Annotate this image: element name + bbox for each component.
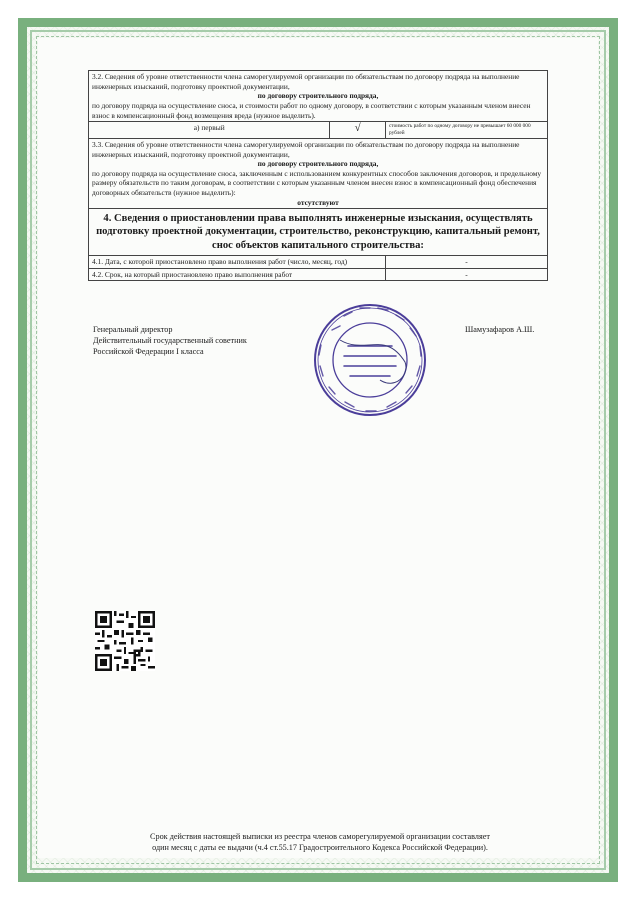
section-3-2-text: 3.2. Сведения об уровне ответственности члена саморегулируемой организации по обязательствам по договору подряда на выполнение инженерных изысканий, подготовку проектной документации, [92,72,520,91]
section-4-2-value: - [386,268,548,281]
section-4-heading: 4. Сведения о приостановлении права выполнять инженерные изыскания, осуществлять подготовку проектной документации, строительство, реконструкцию, капитальный ремонт, снос объектов капитального строительства: [89,209,548,256]
section-3-2-row [89,71,548,122]
section-4-1-value: - [386,255,548,268]
section-3-2-bold-line: по договору строительного подряда, [257,91,379,101]
signatory-position: Генеральный директор [93,325,173,334]
section-3-3-status: отсутствуют [297,197,339,207]
section-4-2-row [89,268,548,281]
section-3-3-bold-line: по договору строительного подряда, [257,159,379,169]
signatory-rank-line1: Действительный государственный советник [93,335,247,345]
signatory-title [93,325,247,357]
level-check-mark: √ [330,122,386,139]
section-4-heading-row [89,209,548,256]
validity-note-line2: один месяц с даты ее выдачи (ч.4 ст.55.17 Градостроительного Кодекса Российской Федерации). [152,843,488,853]
qr-code [95,611,155,671]
section-4-1-row [89,255,548,268]
section-3-3-text: 3.3. Сведения об уровне ответственности члена саморегулируемой организации по обязательствам по договору подряда на выполнение инженерных изысканий, подготовку проектной документации, [92,139,520,159]
level-label: а) первый [89,122,330,139]
level-row [89,122,548,139]
section-3-2-text2: по договору подряда на осуществление сноса, и стоимости работ по одному договору, в соответствии с которым указанным членом внесен взнос в компенсационный фонд возмещения вреда (нужное выделить). [92,100,531,120]
signatory-rank-line2: Российской Федерации I класса [93,346,204,356]
validity-note-line1: Срок действия настоящей выписки из реестра членов саморегулируемой организации составляет [150,832,490,841]
validity-note [100,831,540,853]
registry-table [88,70,548,281]
signatory-name: Шамузафаров А.Ш. [465,325,535,334]
section-3-3-row [89,138,548,208]
organization-seal [310,300,430,420]
section-4-2-label: 4.2. Срок, на который приостановлено право выполнения работ [89,268,386,281]
level-note: стоимость работ по одному договору не превышает 60 000 000 рублей [386,122,548,139]
section-4-1-label: 4.1. Дата, с которой приостановлено право выполнения работ (число, месяц, год) [89,255,386,268]
section-3-3-text2: по договору подряда на осуществление сноса, заключенным с использованием конкурентных способов заключения договоров, и предельному размеру обязательств по таким договорам, в соответствии с которым указанным членом внесен взнос в компенсационный фонд обеспечения договорных обязательств (нужное выделить): [92,168,542,197]
